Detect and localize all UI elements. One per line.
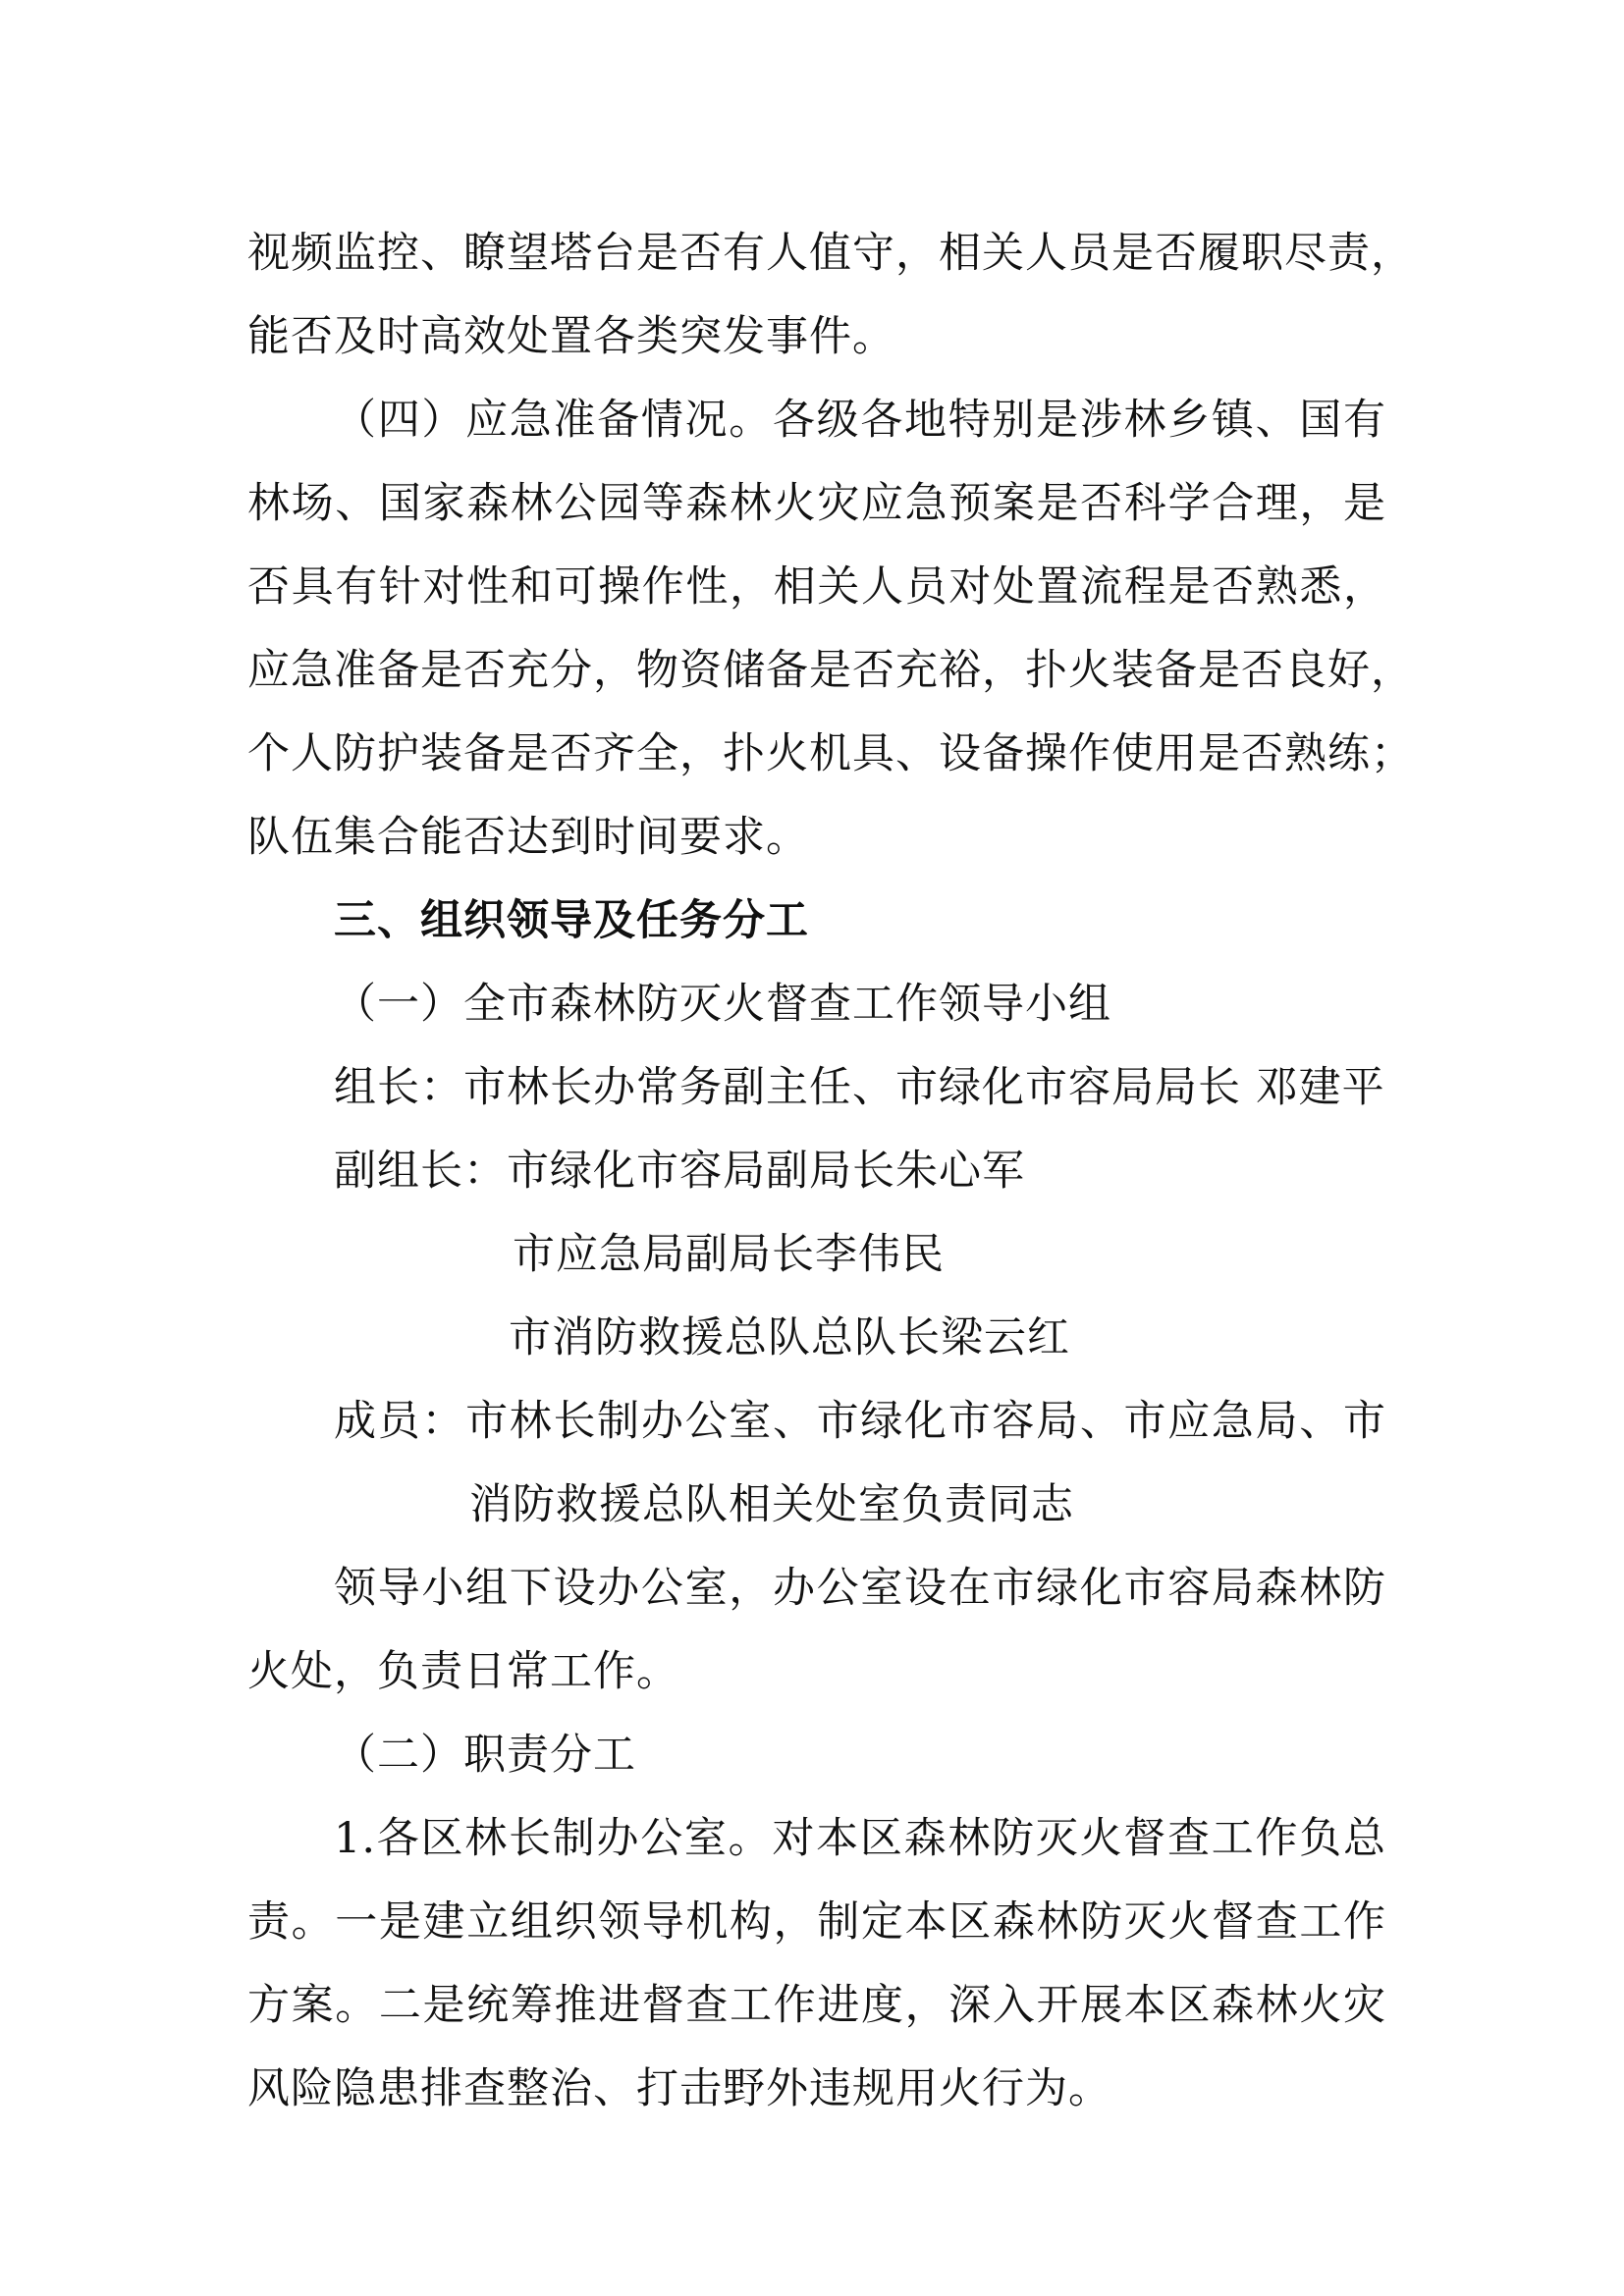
subsection-heading: （二）职责分工 <box>334 1731 636 1780</box>
paragraph-line: （四）应急准备情况。各级各地特别是涉林乡镇、国有 <box>334 396 1386 445</box>
paragraph-line: 个人防护装备是否齐全，扑火机具、设备操作使用是否熟练； <box>247 729 1414 778</box>
paragraph-line: 林场、国家森林公园等森林火灾应急预案是否科学合理，是 <box>247 479 1386 528</box>
paragraph-line: 应急准备是否充分，物资储备是否充裕，扑火装备是否良好， <box>247 646 1414 695</box>
leader-line: 组长：市林长办常务副主任、市绿化市容局局长 邓建平 <box>334 1063 1385 1112</box>
deputy-leader-line: 副组长：市绿化市容局副局长朱心军 <box>334 1147 1025 1196</box>
members-line: 成员：市林长制办公室、市绿化市容局、市应急局、市 <box>334 1397 1386 1446</box>
paragraph-line: 队伍集合能否达到时间要求。 <box>247 813 809 862</box>
members-line: 消防救援总队相关处室负责同志 <box>469 1480 1074 1529</box>
paragraph-line: 能否及时高效处置各类突发事件。 <box>247 312 895 361</box>
paragraph-line: 方案。二是统筹推进督查工作进度，深入开展本区森林火灾 <box>247 1981 1386 2030</box>
paragraph-line: 视频监控、瞭望塔台是否有人值守，相关人员是否履职尽责， <box>247 229 1414 278</box>
subsection-heading: （一）全市森林防灭火督查工作领导小组 <box>334 980 1111 1029</box>
paragraph-line: 1.各区林长制办公室。对本区森林防灭火督查工作负总 <box>334 1814 1386 1863</box>
paragraph-line: 风险隐患排查整治、打击野外违规用火行为。 <box>247 2064 1111 2113</box>
paragraph-line: 火处，负责日常工作。 <box>247 1647 679 1696</box>
deputy-leader-line: 市消防救援总队总队长梁云红 <box>509 1313 1070 1362</box>
paragraph-line: 责。一是建立组织领导机构，制定本区森林防灭火督查工作 <box>247 1897 1386 1947</box>
paragraph-line: 领导小组下设办公室，办公室设在市绿化市容局森林防 <box>334 1564 1386 1613</box>
paragraph-line: 否具有针对性和可操作性，相关人员对处置流程是否熟悉， <box>247 562 1386 612</box>
section-heading: 三、组织领导及任务分工 <box>334 896 809 945</box>
deputy-leader-line: 市应急局副局长李伟民 <box>513 1230 945 1279</box>
